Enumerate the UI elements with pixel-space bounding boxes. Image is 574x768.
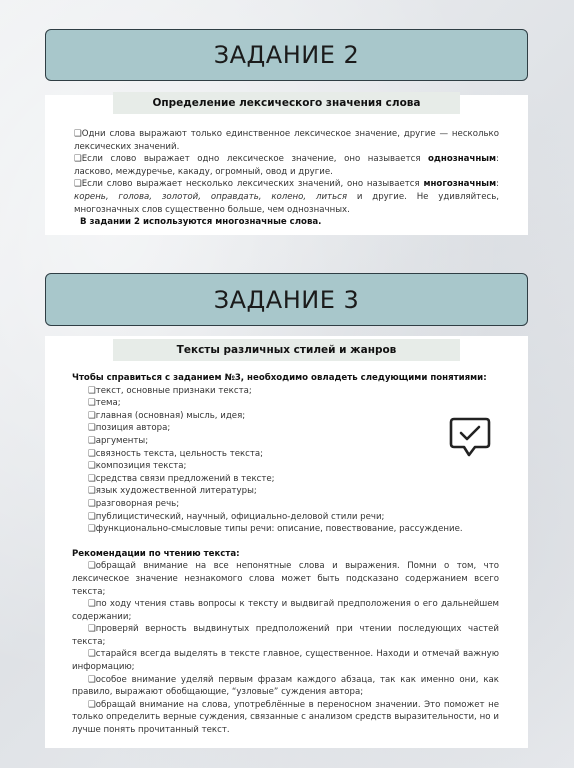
recommendation-item: ❑проверяй верность выдвинутых предположений при чтении последующих частей текста; xyxy=(72,624,499,647)
recommendations-title: Рекомендации по чтению текста: xyxy=(72,548,240,559)
checkbox-icon: ❑ xyxy=(88,524,96,535)
recommendation-item: ❑старайся всегда выделять в тексте главное, существенное. Находи и отмечай важную информацию; xyxy=(72,649,499,673)
task2-paragraph-1: ❑Одни слова выражают только единственное лексическое значение, другие — несколько лексических значений. xyxy=(74,129,499,152)
recommendation-item: ❑обращай внимание на слова, употреблённые в переносном значении. Это поможет не только определить верные суждения, связанные с анализом средств выразительности, но и лучше понять прочитанный текст. xyxy=(72,699,499,736)
concept-item: ❑позиция автора; xyxy=(88,423,171,434)
task3-intro: Чтобы справиться с заданием №3, необходимо овладеть следующими понятиями: xyxy=(72,373,487,383)
recommendations-list xyxy=(72,560,499,736)
checkbox-icon: ❑ xyxy=(88,398,96,409)
checkbox-icon: ❑ xyxy=(88,599,96,610)
concepts-list xyxy=(72,385,499,536)
checkbox-icon: ❑ xyxy=(88,699,96,710)
checkbox-icon: ❑ xyxy=(88,435,96,446)
checkbox-icon: ❑ xyxy=(88,448,96,459)
checkbox-icon: ❑ xyxy=(88,498,96,509)
task2-paragraph-2: ❑Если слово выражает одно лексическое значение, оно называется однозначным: ласково, междуречье, какаду, огромный, овод и другие. xyxy=(74,154,499,177)
concept-item: ❑композиция текста; xyxy=(88,461,187,472)
task2-paragraph-3: ❑Если слово выражает несколько лексических значений, оно называется многозначным: корень, голова, золотой, оправдать, колено, литься и другие. Не удивляйтесь, многозначных слов существенно больше, чем однозначных. xyxy=(74,179,500,215)
recommendation-item: ❑обращай внимание на все непонятные слова и выражения. Помни о том, что лексическое значение незнакомого слова может быть подсказано содержанием всего текста; xyxy=(72,561,499,597)
checkbox-icon: ❑ xyxy=(88,423,96,434)
task2-note: В задании 2 используются многозначные слова. xyxy=(80,217,322,228)
task2-subtitle: Определение лексического значения слова xyxy=(113,92,460,114)
concept-item: ❑язык художественной литературы; xyxy=(88,486,257,497)
checkbox-icon: ❑ xyxy=(88,674,96,685)
checkbox-icon: ❑ xyxy=(74,154,82,165)
recommendation-item: ❑по ходу чтения ставь вопросы к тексту и выдвигай предположения о его дальнейшем содержании; xyxy=(72,599,499,622)
task3-title: ЗАДАНИЕ 3 xyxy=(213,285,360,314)
concept-item: ❑связность текста, цельность текста; xyxy=(88,448,264,459)
task2-card xyxy=(45,95,528,235)
recommendation-item: ❑особое внимание уделяй первым фразам каждого абзаца, так как именно они, как правило, выражают обобщающие, “узловые” суждения автора; xyxy=(72,674,499,698)
task3-card xyxy=(45,336,528,748)
checkbox-icon: ❑ xyxy=(74,179,82,190)
task2-title: ЗАДАНИЕ 2 xyxy=(213,41,360,69)
concept-item: ❑текст, основные признаки текста; xyxy=(88,385,252,396)
concept-item: ❑тема; xyxy=(88,398,121,409)
concept-item: ❑функционально-смысловые типы речи: описание, повествование, рассуждение. xyxy=(88,524,463,535)
concept-item: ❑средства связи предложений в тексте; xyxy=(88,473,275,484)
checkbox-icon: ❑ xyxy=(88,385,96,396)
chat-check-icon xyxy=(448,415,492,461)
checkbox-icon: ❑ xyxy=(88,561,96,572)
concept-item: ❑главная (основная) мысль, идея; xyxy=(88,410,246,421)
checkbox-icon: ❑ xyxy=(74,129,82,139)
task3-subtitle: Тексты различных стилей и жанров xyxy=(113,339,460,361)
concept-item: ❑разговорная речь; xyxy=(88,498,180,509)
checkbox-icon: ❑ xyxy=(88,486,96,497)
concept-item: ❑публицистический, научный, официально-деловой стили речи; xyxy=(88,511,385,522)
task2-title-banner xyxy=(45,29,528,81)
task3-title-banner xyxy=(45,273,528,326)
checkbox-icon: ❑ xyxy=(88,473,96,484)
concept-item: ❑аргументы; xyxy=(88,435,149,446)
checkbox-icon: ❑ xyxy=(88,461,96,472)
checkbox-icon: ❑ xyxy=(88,410,96,421)
checkbox-icon: ❑ xyxy=(88,649,96,660)
checkbox-icon: ❑ xyxy=(88,624,96,635)
checkbox-icon: ❑ xyxy=(88,511,96,522)
